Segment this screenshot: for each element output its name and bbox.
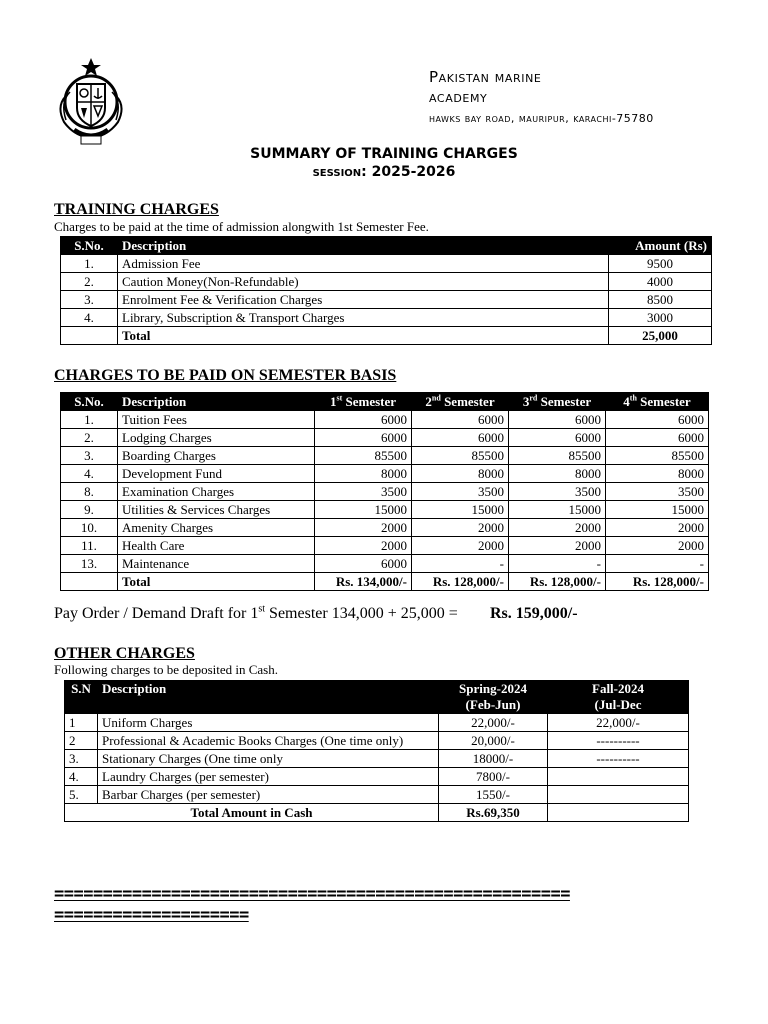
row-semester-4-value: 85500 <box>606 447 709 465</box>
row-semester-2-value: 2000 <box>412 519 509 537</box>
row-sno: 2. <box>61 273 118 291</box>
total-label: Total <box>118 327 609 345</box>
total-label: Total <box>118 573 315 591</box>
table-row <box>61 537 709 555</box>
row-fall-value <box>548 768 689 786</box>
row-semester-2-value: 6000 <box>412 429 509 447</box>
org-address: hawks bay road, mauripur, karachi-75780 <box>429 112 654 125</box>
row-sno: 11. <box>61 537 118 555</box>
row-sno: 1. <box>61 411 118 429</box>
row-sno: 9. <box>61 501 118 519</box>
pay-order-line <box>54 605 458 623</box>
table-header-row <box>61 237 712 255</box>
total-fall <box>548 804 689 822</box>
row-semester-1-value: 6000 <box>315 429 412 447</box>
row-semester-2-value: 85500 <box>412 447 509 465</box>
total-semester-3: Rs. 128,000/- <box>509 573 606 591</box>
table-row <box>65 750 689 768</box>
row-semester-3-value: - <box>509 555 606 573</box>
training-charges-note: Charges to be paid at the time of admission alongwith 1st Semester Fee. <box>54 219 429 234</box>
table-row <box>61 555 709 573</box>
row-semester-3-value: 8000 <box>509 465 606 483</box>
col-semester-2-header: 2nd Semester <box>412 393 509 411</box>
pay-order-amount: Rs. 159,000/- <box>490 605 578 622</box>
row-sno: 2. <box>61 429 118 447</box>
row-fall-value <box>548 786 689 804</box>
row-semester-3-value: 2000 <box>509 537 606 555</box>
table-row <box>65 768 689 786</box>
row-fall-value: ---------- <box>548 750 689 768</box>
total-semester-1: Rs. 134,000/- <box>315 573 412 591</box>
row-sn: 5. <box>65 786 98 804</box>
table-header-row <box>61 393 709 411</box>
col-description-header: Description <box>98 681 439 714</box>
row-description: Uniform Charges <box>98 714 439 732</box>
row-semester-4-value: 15000 <box>606 501 709 519</box>
table-row <box>61 411 709 429</box>
row-description: Utilities & Services Charges <box>118 501 315 519</box>
row-semester-3-value: 2000 <box>509 519 606 537</box>
row-spring-value: 1550/- <box>439 786 548 804</box>
row-amount: 8500 <box>609 291 712 309</box>
academy-crest-logo <box>52 56 130 146</box>
row-semester-4-value: 2000 <box>606 537 709 555</box>
row-fall-value: ---------- <box>548 732 689 750</box>
session-value: 2025-2026 <box>371 164 456 180</box>
table-row <box>65 714 689 732</box>
row-sno: 10. <box>61 519 118 537</box>
row-spring-value: 7800/- <box>439 768 548 786</box>
col-amount-header: Amount (Rs) <box>609 237 712 255</box>
row-semester-4-value: 3500 <box>606 483 709 501</box>
footer-rule-line2: ==================== <box>54 905 249 925</box>
row-sn: 4. <box>65 768 98 786</box>
row-amount: 9500 <box>609 255 712 273</box>
col-sno-header: S.No. <box>61 393 118 411</box>
row-amount: 4000 <box>609 273 712 291</box>
row-description: Laundry Charges (per semester) <box>98 768 439 786</box>
row-sn: 3. <box>65 750 98 768</box>
col-description-header: Description <box>118 237 609 255</box>
table-row <box>61 255 712 273</box>
row-sno <box>61 573 118 591</box>
table-row <box>61 519 709 537</box>
row-sn: 1 <box>65 714 98 732</box>
semester-charges-heading: CHARGES TO BE PAID ON SEMESTER BASIS <box>54 367 397 384</box>
other-charges-heading: OTHER CHARGES <box>54 645 195 662</box>
col-sn-header: S.N <box>65 681 98 714</box>
row-spring-value: 18000/- <box>439 750 548 768</box>
semester-charges-table <box>60 392 709 591</box>
row-sno: 13. <box>61 555 118 573</box>
total-value: 25,000 <box>609 327 712 345</box>
table-header-row <box>65 681 689 714</box>
col-semester-4-header: 4th Semester <box>606 393 709 411</box>
table-row <box>61 273 712 291</box>
table-row <box>65 786 689 804</box>
row-description: Professional & Academic Books Charges (One time only) <box>98 732 439 750</box>
row-amount: 3000 <box>609 309 712 327</box>
row-semester-1-value: 8000 <box>315 465 412 483</box>
row-semester-3-value: 15000 <box>509 501 606 519</box>
crest-emblem-icon <box>52 56 130 146</box>
row-sno: 1. <box>61 255 118 273</box>
table-row <box>61 291 712 309</box>
org-name-line2: academy <box>429 88 488 106</box>
row-description: Development Fund <box>118 465 315 483</box>
row-semester-2-value: - <box>412 555 509 573</box>
row-semester-4-value: 6000 <box>606 411 709 429</box>
col-spring-header: Spring-2024 (Feb-Jun) <box>439 681 548 714</box>
other-charges-table <box>64 680 689 822</box>
row-description: Maintenance <box>118 555 315 573</box>
row-semester-4-value: 6000 <box>606 429 709 447</box>
row-description: Health Care <box>118 537 315 555</box>
semester-table-body <box>61 411 709 573</box>
table-row <box>61 309 712 327</box>
pay-order-text-suffix: Semester 134,000 + 25,000 = <box>265 605 458 622</box>
total-spring: Rs.69,350 <box>439 804 548 822</box>
table-row <box>61 429 709 447</box>
total-label: Total Amount in Cash <box>65 804 439 822</box>
row-description: Stationary Charges (One time only <box>98 750 439 768</box>
row-description: Barbar Charges (per semester) <box>98 786 439 804</box>
training-charges-table <box>60 236 712 345</box>
row-semester-1-value: 6000 <box>315 411 412 429</box>
row-description: Examination Charges <box>118 483 315 501</box>
row-sno: 4. <box>61 309 118 327</box>
row-sno: 8. <box>61 483 118 501</box>
footer-rule-line1: ===================================================== <box>54 884 570 904</box>
row-sno: 3. <box>61 447 118 465</box>
row-description: Amenity Charges <box>118 519 315 537</box>
row-fall-value: 22,000/- <box>548 714 689 732</box>
total-semester-4: Rs. 128,000/- <box>606 573 709 591</box>
table-row <box>61 447 709 465</box>
table-row <box>61 501 709 519</box>
row-semester-1-value: 2000 <box>315 537 412 555</box>
pay-order-sup: st <box>258 603 266 615</box>
row-semester-2-value: 3500 <box>412 483 509 501</box>
training-charges-heading: TRAINING CHARGES <box>54 201 219 218</box>
row-description: Caution Money(Non-Refundable) <box>118 273 609 291</box>
row-semester-4-value: - <box>606 555 709 573</box>
row-sno <box>61 327 118 345</box>
table-row <box>65 732 689 750</box>
row-semester-1-value: 6000 <box>315 555 412 573</box>
row-semester-4-value: 2000 <box>606 519 709 537</box>
other-charges-note: Following charges to be deposited in Cash. <box>54 662 278 677</box>
row-semester-2-value: 15000 <box>412 501 509 519</box>
row-semester-2-value: 6000 <box>412 411 509 429</box>
row-description: Library, Subscription & Transport Charges <box>118 309 609 327</box>
row-sno: 3. <box>61 291 118 309</box>
row-semester-4-value: 8000 <box>606 465 709 483</box>
row-semester-1-value: 2000 <box>315 519 412 537</box>
total-row <box>61 327 712 345</box>
row-description: Tuition Fees <box>118 411 315 429</box>
col-sno-header: S.No. <box>61 237 118 255</box>
col-semester-3-header: 3rd Semester <box>509 393 606 411</box>
row-semester-3-value: 6000 <box>509 429 606 447</box>
row-description: Enrolment Fee & Verification Charges <box>118 291 609 309</box>
row-semester-1-value: 15000 <box>315 501 412 519</box>
row-sn: 2 <box>65 732 98 750</box>
session-line <box>0 164 768 180</box>
row-semester-1-value: 3500 <box>315 483 412 501</box>
total-row <box>61 573 709 591</box>
row-description: Admission Fee <box>118 255 609 273</box>
row-spring-value: 20,000/- <box>439 732 548 750</box>
row-spring-value: 22,000/- <box>439 714 548 732</box>
col-semester-1-header: 1st Semester <box>315 393 412 411</box>
table-row <box>61 483 709 501</box>
row-description: Lodging Charges <box>118 429 315 447</box>
session-label: session: <box>312 164 367 180</box>
other-table-body <box>65 714 689 804</box>
org-name-line1: Pakistan marine <box>429 68 542 86</box>
row-semester-3-value: 85500 <box>509 447 606 465</box>
row-semester-2-value: 2000 <box>412 537 509 555</box>
row-semester-3-value: 3500 <box>509 483 606 501</box>
row-semester-2-value: 8000 <box>412 465 509 483</box>
row-semester-3-value: 6000 <box>509 411 606 429</box>
document-title: SUMMARY OF TRAINING CHARGES <box>250 146 518 162</box>
pay-order-text: Pay Order / Demand Draft for 1 <box>54 605 259 622</box>
row-semester-1-value: 85500 <box>315 447 412 465</box>
col-fall-header: Fall-2024 (Jul-Dec <box>548 681 689 714</box>
table-row <box>61 465 709 483</box>
total-row <box>65 804 689 822</box>
row-sno: 4. <box>61 465 118 483</box>
total-semester-2: Rs. 128,000/- <box>412 573 509 591</box>
col-description-header: Description <box>118 393 315 411</box>
row-description: Boarding Charges <box>118 447 315 465</box>
